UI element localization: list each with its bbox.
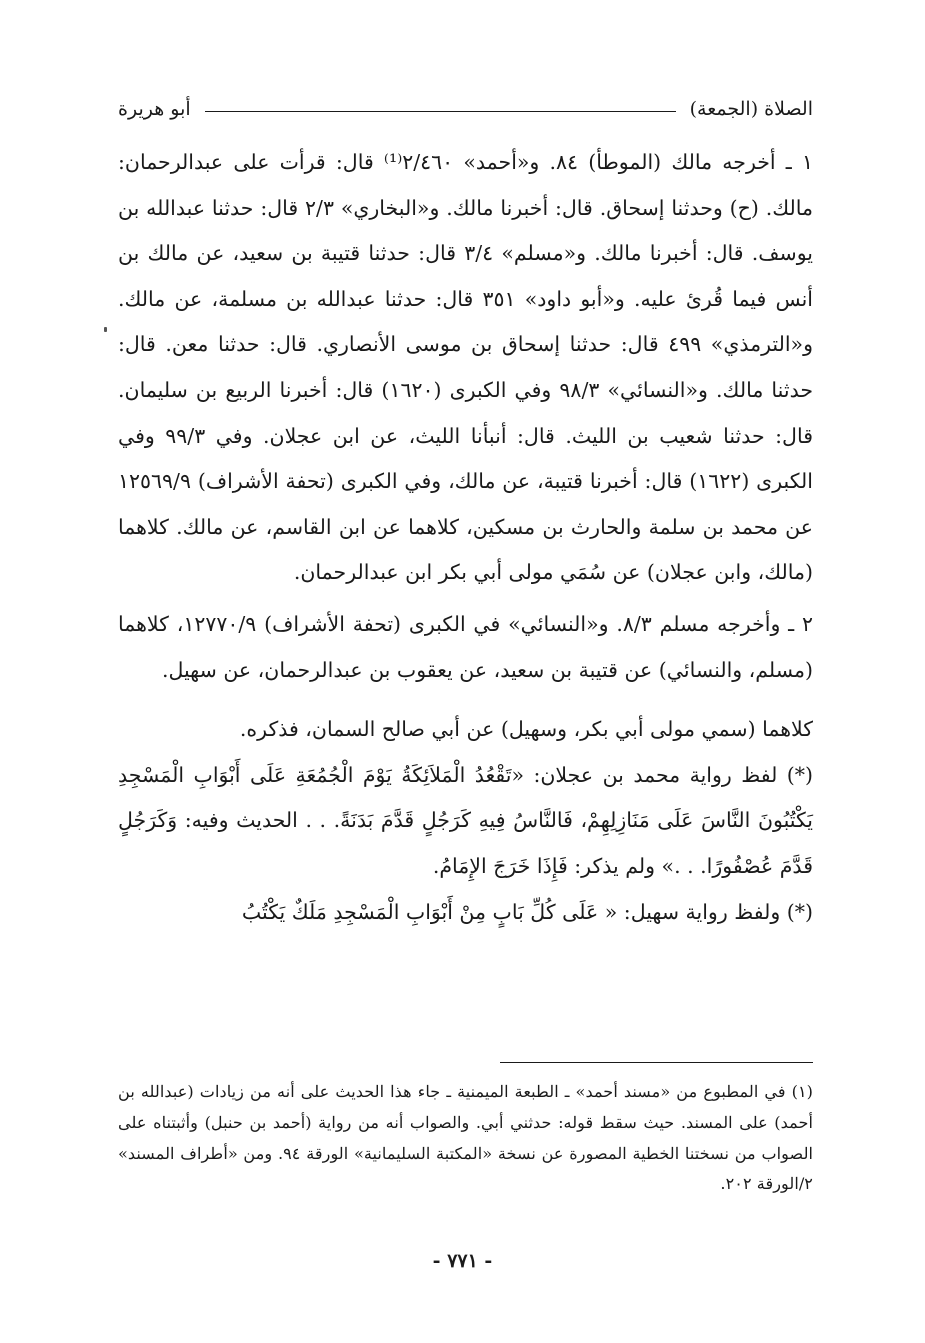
takhrij-paragraph-2: ٢ ـ وأخرجه مسلم ٨/٣. و«النسائي» في الكبرى (تحفة الأشراف) ١٢٧٧٠/٩، كلاهما (مسلم، والنسائي) عن قتيبة بن سعيد، عن يعقوب بن عبدالرحمان، عن سهيل. bbox=[118, 611, 813, 682]
header-rule bbox=[205, 111, 676, 112]
wording-note-suhail: (*) ولفظ رواية سهيل: « عَلَى كُلِّ بَابٍ مِنْ أَبْوَابِ الْمَسْجِدِ مَلَكٌ يَكْتُبُ bbox=[241, 899, 813, 924]
page-number: - ٧٧١ - bbox=[432, 1250, 493, 1272]
summary-paragraph: كلاهما (سمي مولى أبي بكر، وسهيل) عن أبي صالح السمان، فذكره. bbox=[239, 717, 813, 742]
footnote: (١) في المطبوع من «مسند أحمد» ـ الطبعة الميمنية ـ جاء هذا الحديث على أنه من زيادات (عبدالله بن أحمد) على المسند. حيث سقط قوله: حدثني أبي. والصواب أنه من رواية (أحمد بن حنبل) وأثبتناه على الصواب من نسختنا الخطية المصورة عن نسخة «المكتبة السليمانية» الورقة ٩٤. ومن «أطراف المسند» ٢/الورقة ٢٠٢. bbox=[118, 1082, 814, 1194]
scan-speck bbox=[104, 327, 107, 332]
main-text bbox=[118, 140, 813, 935]
footnote-rule bbox=[500, 1062, 813, 1063]
chapter-title: الصلاة (الجمعة) bbox=[689, 98, 813, 120]
wording-note-ibn-ajlan: (*) لفظ رواية محمد بن عجلان: «تَقْعُدُ الْمَلاَئِكَةُ يَوْمَ الْجُمُعَةِ عَلَى أَبْوَابِ الْمَسْجِدِ يَكْتُبُونَ النَّاسَ عَلَى مَنَازِلِهِمْ، فَالنَّاسُ فِيهِ كَرَجُلٍ قَدَّمَ بَدَنَةً. . . الحديث وفيه: وَكَرَجُلٍ قَدَّمَ عُصْفُورًا. . .» ولم يذكر: فَإِذَا خَرَجَ الإِمَامُ. bbox=[118, 762, 813, 878]
running-header bbox=[118, 92, 813, 126]
narrator-name: أبو هريرة bbox=[118, 98, 191, 120]
takhrij-paragraph-1: ١ ـ أخرجه مالك (الموطأ) ٨٤. و«أحمد» ٢/٤٦٠⁽¹⁾ قال: قرأت على عبدالرحمان: مالك. (ح) وحدثنا إسحاق. قال: أخبرنا مالك. و«البخاري» ٢/٣ قال: حدثنا عبدالله بن يوسف. قال: أخبرنا مالك. و«مسلم» ٣/٤ قال: حدثنا قتيبة بن سعيد، عن مالك بن أنس فيما قُرئ عليه. و«أبو داود» ٣٥١ قال: حدثنا عبدالله بن مسلمة، عن مالك. و«الترمذي» ٤٩٩ قال: حدثنا إسحاق بن موسى الأنصاري. قال: حدثنا معن. قال: حدثنا مالك. و«النسائي» ٩٨/٣ وفي الكبرى (١٦٢٠) قال: أخبرنا الربيع بن سليمان. قال: حدثنا شعيب بن الليث. قال: أنبأنا الليث، عن ابن عجلان. وفي ٩٩/٣ وفي الكبرى (١٦٢٢) قال: أخبرنا قتيبة، عن مالك، وفي الكبرى (تحفة الأشراف) ١٢٥٦٩/٩ عن محمد بن سلمة والحارث بن مسكين، كلاهما عن ابن القاسم، عن مالك. كلاهما (مالك، وابن عجلان) عن سُمَي مولى أبي بكر ابن عبدالرحمان. bbox=[118, 150, 814, 585]
